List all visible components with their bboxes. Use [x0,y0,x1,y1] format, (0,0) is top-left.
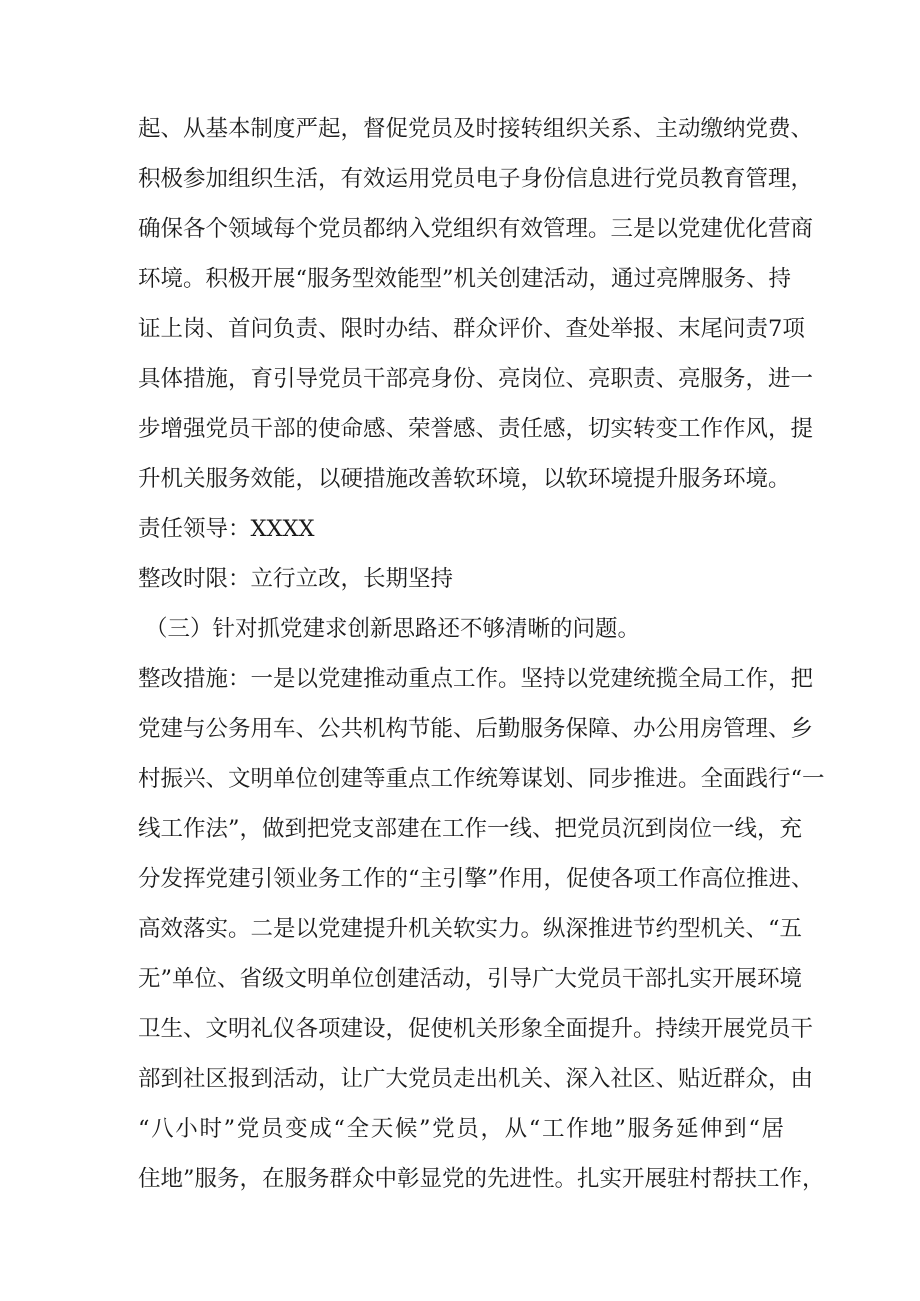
body-text-line-14: 村振兴、文明单位创建等重点工作统筹谋划、同步推进。全面践行“一 [138,766,825,792]
body-text-line-2: 积极参加组织生活，有效运用党员电子身份信息进行党员教育管理， [138,166,814,192]
body-text-line-7: 步增强党员干部的使命感、荣誉感、责任感，切实转变工作作风，提 [138,416,814,442]
body-text-line-13: 党建与公务用车、公共机构节能、后勤服务保障、办公用房管理、乡 [138,716,814,742]
body-text-line-16: 分发挥党建引领业务工作的“主引擎”作用，促使各项工作高位推进、 [138,866,814,892]
body-text-line-1: 起、从基本制度严起，督促党员及时接转组织关系、主动缴纳党费、 [138,116,814,142]
rectification-deadline-line: 整改时限：立行立改，长期坚持 [138,566,454,592]
body-text-line-3: 确保各个领域每个党员都纳入党组织有效管理。三是以党建优化营商 [138,216,814,242]
section-heading-three: （三）针对抓党建求创新思路还不够清晰的问题。 [145,616,641,642]
body-text-line-15: 线工作法”，做到把党支部建在工作一线、把党员沉到岗位一线，充 [138,816,803,842]
body-text-line-22: 住地”服务，在服务群众中彰显党的先进性。扎实开展驻村帮扶工作， [138,1166,825,1192]
body-text-line-8: 升机关服务效能，以硬措施改善软环境，以软环境提升服务环境。 [138,466,791,492]
body-text-line-6: 具体措施，育引导党员干部亮身份、亮岗位、亮职责、亮服务，进一 [138,366,814,392]
body-text-line-21: “八小时”党员变成“全天候”党员，从“工作地”服务延伸到“居 [138,1116,784,1142]
body-text-line-5: 证上岗、首问负责、限时办结、群众评价、查处举报、末尾问责7项 [138,316,805,342]
body-text-line-12: 整改措施：一是以党建推动重点工作。坚持以党建统揽全局工作，把 [138,666,814,692]
responsible-leader-line: 责任领导：XXXX [138,516,315,542]
body-text-line-20: 部到社区报到活动，让广大党员走出机关、深入社区、贴近群众，由 [138,1066,814,1092]
body-text-line-17: 高效落实。二是以党建提升机关软实力。纵深推进节约型机关、“五 [138,916,803,942]
body-text-line-19: 卫生、文明礼仪各项建设，促使机关形象全面提升。持续开展党员干 [138,1016,814,1042]
body-text-line-18: 无”单位、省级文明单位创建活动，引导广大党员干部扎实开展环境 [138,966,803,992]
body-text-line-4: 环境。积极开展“服务型效能型”机关创建活动，通过亮牌服务、持 [138,266,792,292]
